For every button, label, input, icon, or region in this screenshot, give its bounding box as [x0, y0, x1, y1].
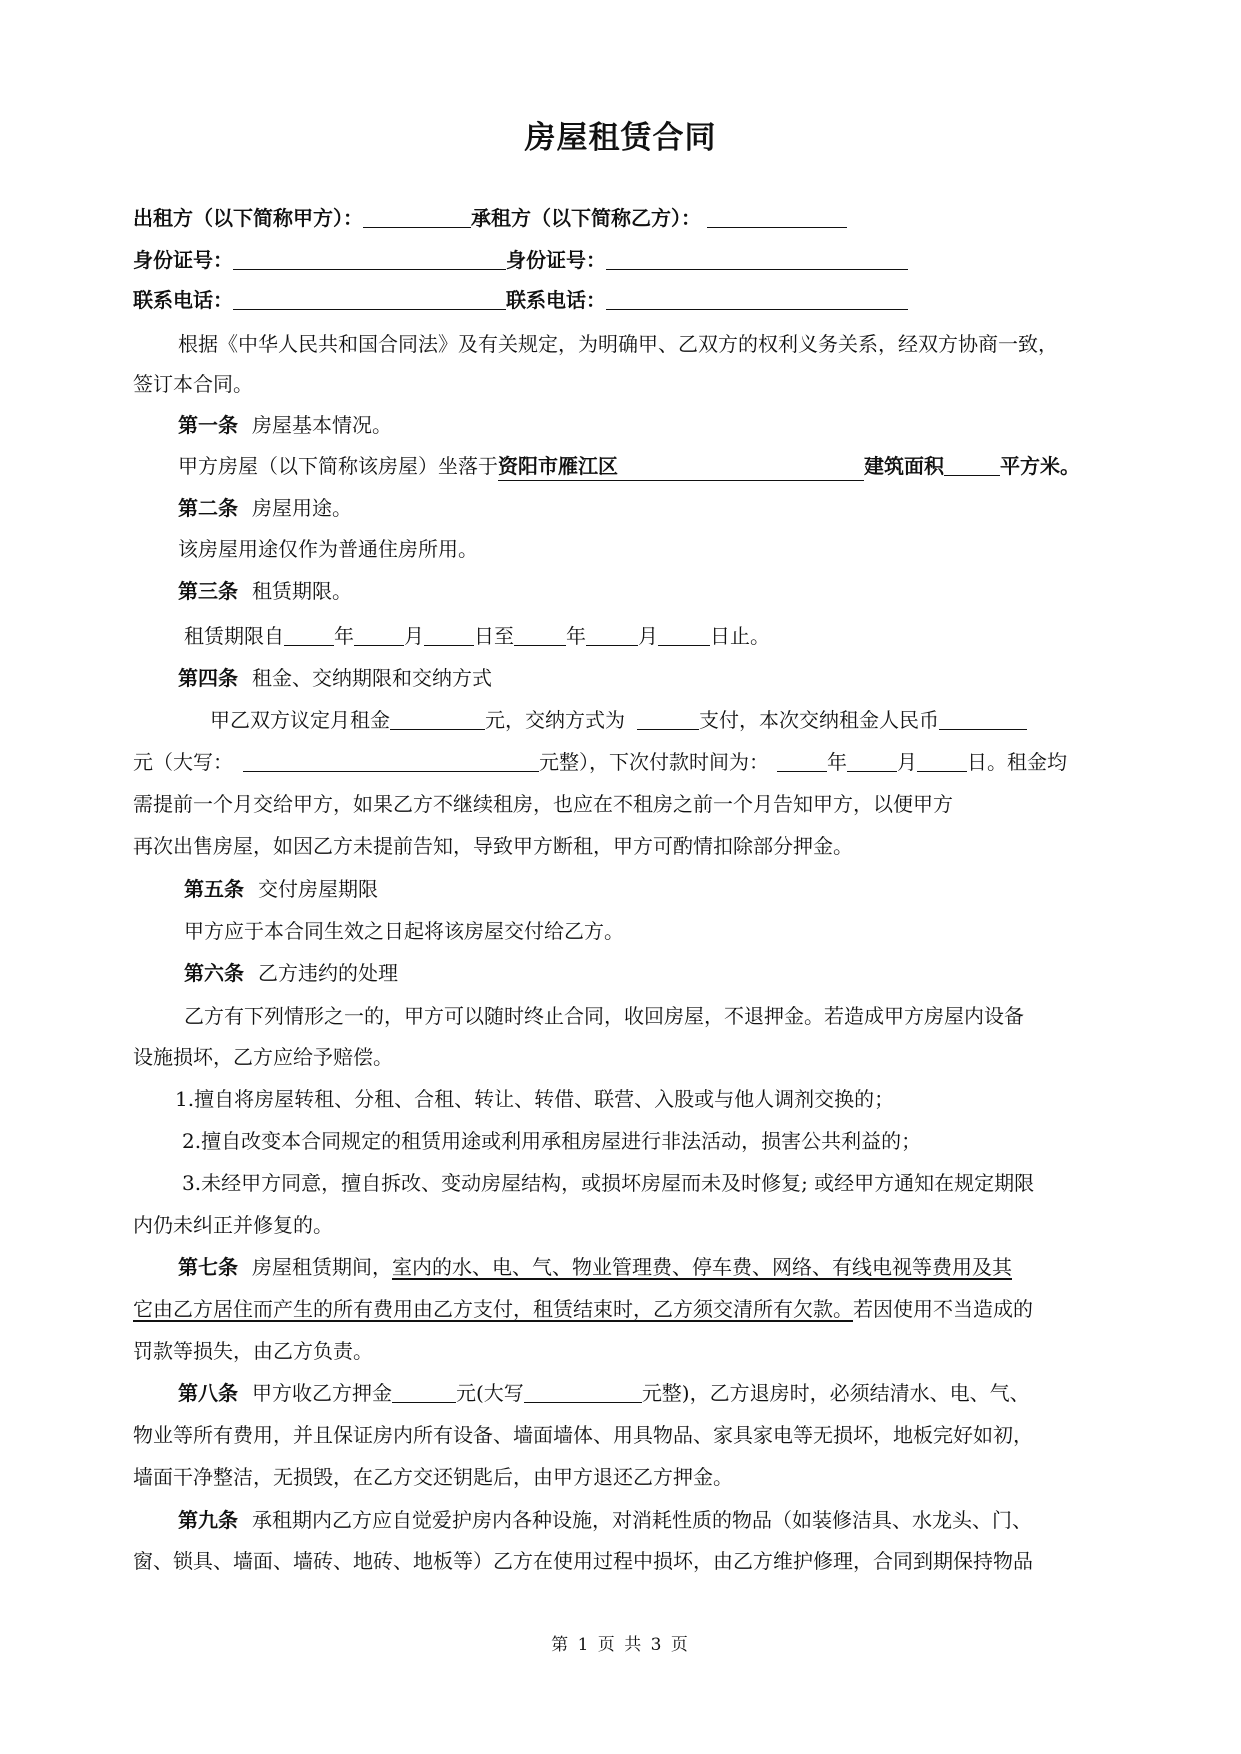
article-6-heading	[184, 959, 398, 987]
article-9-line-2: 窗、锁具、墙面、墙砖、地砖、地板等）乙方在使用过程中损坏，由乙方维护修理，合同到期保持物品	[133, 1549, 1033, 1573]
article-7-line-2	[133, 1295, 1033, 1323]
article-5-title: 交付房屋期限	[258, 877, 378, 901]
lessor-id-label: 身份证号：	[133, 248, 233, 272]
article-4-line-3: 需提前一个月交给甲方，如果乙方不继续租房，也应在不租房之前一个月告知甲方，以便甲方	[133, 792, 953, 816]
deposit-words-blank[interactable]	[524, 1380, 642, 1403]
art1-location[interactable]: 资阳市雁江区	[498, 452, 864, 481]
article-7-number: 第七条	[178, 1255, 238, 1279]
art7-l2-b: 若因使用不当造成的	[853, 1297, 1033, 1321]
article-4-title: 租金、交纳期限和交纳方式	[252, 666, 492, 690]
year-label: 年	[334, 624, 354, 648]
art1-text-a: 甲方房屋（以下简称该房屋）坐落于	[178, 454, 498, 478]
deposit-blank[interactable]	[392, 1380, 456, 1403]
article-6-line-1: 乙方有下列情形之一的，甲方可以随时终止合同，收回房屋，不退押金。若造成甲方房屋内设备	[184, 1004, 1024, 1028]
end-day-blank[interactable]	[658, 623, 710, 646]
rent-amount-words-blank[interactable]	[243, 749, 539, 772]
start-month-blank[interactable]	[354, 623, 404, 646]
art4-l1-c: 支付，本次交纳租金人民币	[699, 708, 939, 732]
next-day-blank[interactable]	[917, 749, 967, 772]
art8-l1-a: 甲方收乙方押金	[252, 1381, 392, 1405]
lessor-blank[interactable]	[363, 205, 471, 228]
article-2-title: 房屋用途。	[252, 496, 352, 520]
article-3-title: 租赁期限。	[252, 579, 352, 603]
end-month-blank[interactable]	[586, 623, 638, 646]
lessor-phone-blank[interactable]	[233, 287, 506, 310]
article-1-number: 第一条	[178, 413, 238, 437]
lessor-label: 出租方（以下简称甲方）：	[133, 206, 363, 230]
article-4-number: 第四条	[178, 666, 238, 690]
article-5-number: 第五条	[184, 877, 244, 901]
article-6-line-2: 设施损坏，乙方应给予赔偿。	[133, 1045, 393, 1069]
art1-area-label: 建筑面积	[864, 454, 944, 478]
article-2-number: 第二条	[178, 496, 238, 520]
rent-amount-blank[interactable]	[939, 707, 1027, 730]
art4-l2-a: 元（大写：	[133, 750, 233, 774]
article-7-line-3: 罚款等损失，由乙方负责。	[133, 1339, 373, 1363]
art4-l2-c: 日。租金均	[967, 750, 1067, 774]
article-4-line-1	[210, 706, 1027, 734]
article-6-number: 第六条	[184, 961, 244, 985]
article-6-title: 乙方违约的处理	[258, 961, 398, 985]
article-8-line-3: 墙面干净整洁，无损毁，在乙方交还钥匙后，由甲方退还乙方押金。	[133, 1465, 733, 1489]
article-9-line-1	[178, 1506, 1032, 1534]
article-3-number: 第三条	[178, 579, 238, 603]
article-7-line-1	[178, 1253, 1012, 1281]
article-6-item-3-line-2: 内仍未纠正并修复的。	[133, 1213, 333, 1237]
lessee-label: 承租方（以下简称乙方）：	[471, 206, 701, 230]
article-1-heading	[178, 411, 392, 439]
article-2-text: 该房屋用途仅作为普通住房所用。	[178, 537, 478, 561]
page-footer: 第 1 页 共 3 页	[551, 1635, 690, 1655]
article-6-item-3-line-1: 3.未经甲方同意，擅自拆改、变动房屋结构，或损坏房屋而未及时修复; 或经甲方通知在规定期限	[182, 1171, 1035, 1195]
month-label: 月	[638, 624, 658, 648]
article-6-item-2: 2.擅自改变本合同规定的租赁用途或利用承租房屋进行非法活动，损害公共利益的；	[182, 1129, 922, 1153]
month-label: 月	[897, 750, 917, 774]
next-year-blank[interactable]	[777, 749, 827, 772]
lessee-phone-label: 联系电话：	[506, 288, 606, 312]
article-5-text: 甲方应于本合同生效之日起将该房屋交付给乙方。	[184, 919, 624, 943]
end-year-blank[interactable]	[514, 623, 566, 646]
article-1-title: 房屋基本情况。	[252, 413, 392, 437]
article-8-line-1	[178, 1379, 1030, 1407]
to-label: 日至	[474, 624, 514, 648]
lessor-id-blank[interactable]	[233, 247, 506, 270]
art8-l1-c: 元整)，乙方退房时，必须结清水、电、气、	[641, 1381, 1030, 1405]
year-label: 年	[566, 624, 586, 648]
article-8-line-2: 物业等所有费用，并且保证房内所有设备、墙面墙体、用具物品、家具家电等无损坏，地板完好如初，	[133, 1423, 1033, 1447]
article-4-heading	[178, 664, 492, 692]
payment-method-blank[interactable]	[637, 707, 699, 730]
start-year-blank[interactable]	[284, 623, 334, 646]
year-label: 年	[827, 750, 847, 774]
start-day-blank[interactable]	[424, 623, 474, 646]
lessee-id-label: 身份证号：	[506, 248, 606, 272]
article-4-line-4: 再次出售房屋，如因乙方未提前告知，导致甲方断租，甲方可酌情扣除部分押金。	[133, 834, 853, 858]
article-6-item-1: 1.擅自将房屋转租、分租、合租、转让、转借、联营、入股或与他人调剂交换的；	[175, 1087, 895, 1111]
document-title: 房屋租赁合同	[524, 120, 717, 156]
art1-area-unit: 平方米。	[1000, 454, 1080, 478]
art3-text-a: 租赁期限自	[184, 624, 284, 648]
next-month-blank[interactable]	[847, 749, 897, 772]
art4-l1-b: 元，交纳方式为	[485, 708, 625, 732]
article-3-text	[184, 622, 770, 650]
article-8-number: 第八条	[178, 1381, 238, 1405]
art7-l1-b: 室内的水、电、气、物业管理费、停车费、网络、有线电视等费用及其	[392, 1255, 1012, 1279]
preamble-line-2: 签订本合同。	[133, 372, 253, 396]
article-5-heading	[184, 875, 378, 903]
art4-l1-a: 甲乙双方议定月租金	[210, 708, 390, 732]
id-line	[133, 246, 908, 274]
preamble-line-1: 根据《中华人民共和国合同法》及有关规定，为明确甲、乙双方的权利义务关系，经双方协商一致，	[178, 332, 1058, 356]
article-3-heading	[178, 577, 352, 605]
phone-line	[133, 286, 908, 314]
art9-l1: 承租期内乙方应自觉爱护房内各种设施，对消耗性质的物品（如装修洁具、水龙头、门、	[252, 1508, 1032, 1532]
art8-l1-b: 元(大写	[456, 1381, 524, 1405]
art7-l1-a: 房屋租赁期间，	[252, 1255, 392, 1279]
month-label: 月	[404, 624, 424, 648]
lessor-phone-label: 联系电话：	[133, 288, 233, 312]
monthly-rent-blank[interactable]	[390, 707, 485, 730]
end-label: 日止。	[710, 624, 770, 648]
art1-area-blank[interactable]	[944, 453, 1000, 476]
lessee-id-blank[interactable]	[606, 247, 908, 270]
lessee-blank[interactable]	[707, 205, 847, 228]
art4-l2-b: 元整），下次付款时间为：	[539, 750, 769, 774]
article-2-heading	[178, 494, 352, 522]
article-4-line-2	[133, 748, 1067, 776]
article-9-number: 第九条	[178, 1508, 238, 1532]
article-1-text	[178, 452, 1080, 481]
lessee-phone-blank[interactable]	[606, 287, 908, 310]
art7-l2-a: 它由乙方居住而产生的所有费用由乙方支付，租赁结束时，乙方须交清所有欠款。	[133, 1297, 853, 1321]
lessor-lessee-line	[133, 204, 847, 232]
